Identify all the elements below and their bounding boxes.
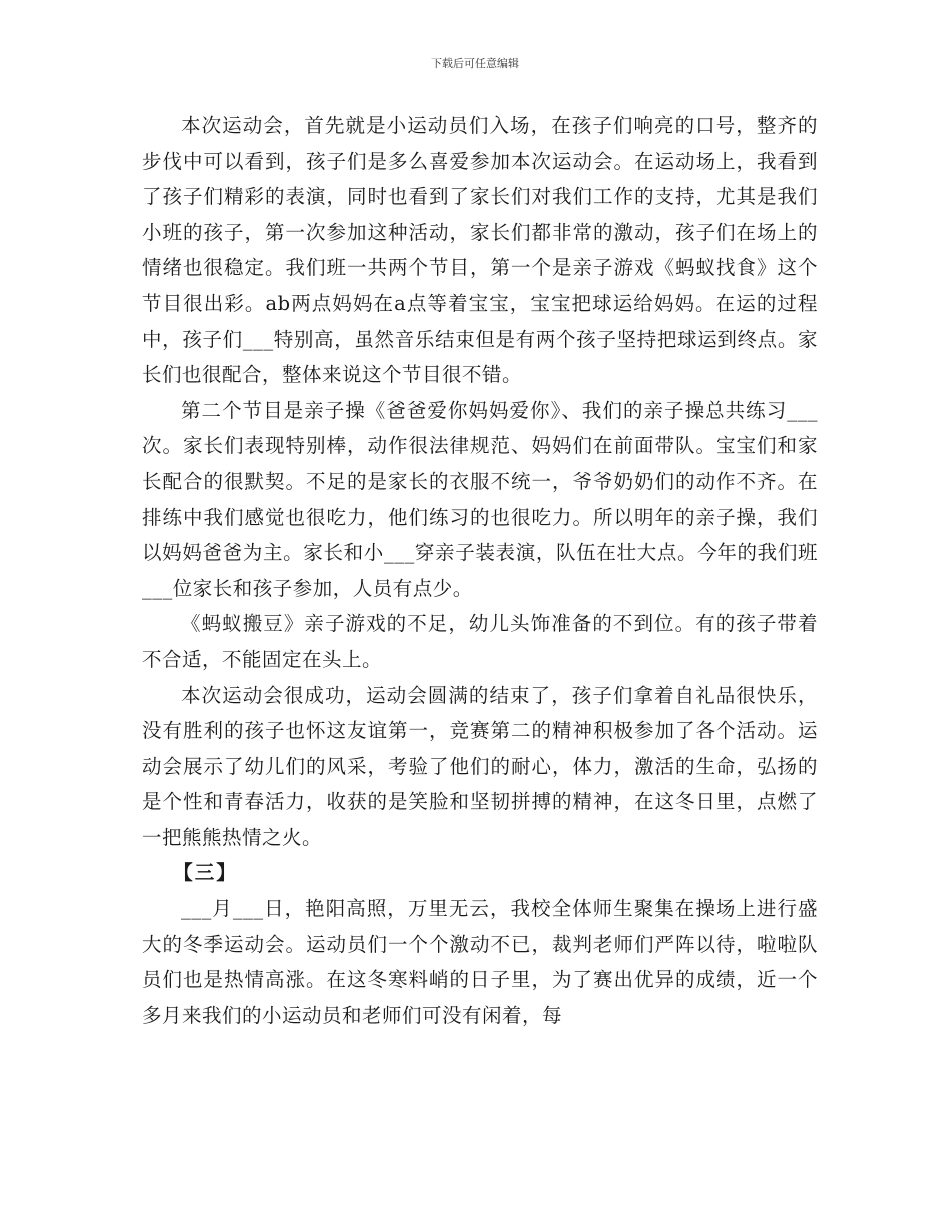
- paragraph-4: 本次运动会很成功，运动会圆满的结束了，孩子们拿着自礼品很快乐，没有胜利的孩子也怀这友谊第一，竞赛第二的精神积极参加了各个活动。运动会展示了幼儿们的风采，考验了他们的耐心，体力，激活的生命，弘扬的是个性和青春活力，收获的是笑脸和坚韧拼搏的精神，在这冬日里，点燃了一把熊熊热情之火。: [142, 683, 818, 849]
- section-heading: 【三】: [173, 861, 238, 885]
- paragraph-1: 本次运动会，首先就是小运动员们入场，在孩子们响亮的口号，整齐的步伐中可以看到，孩子们是多么喜爱参加本次运动会。在运动场上，我看到了孩子们精彩的表演，同时也看到了家长们对我们工作的支持，尤其是我们小班的孩子，第一次参加这种活动，家长们都非常的激动，孩子们在场上的情绪也很稳定。我们班一共两个节目，第一个是亲子游戏《蚂蚁找食》这个节目很出彩。ab两点妈妈在a点等着宝宝，宝宝把球运给妈妈。在运的过程中，孩子们___特别高，虽然音乐结束但是有两个孩子坚持把球运到终点。家长们也很配合，整体来说这个节目很不错。: [142, 114, 818, 387]
- paragraph-2: 第二个节目是亲子操《爸爸爱你妈妈爱你》、我们的亲子操总共练习___次。家长们表现特别棒，动作很法律规范、妈妈们在前面带队。宝宝们和家长配合的很默契。不足的是家长的衣服不统一，爷爷奶奶们的动作不齐。在排练中我们感觉也很吃力，他们练习的也很吃力。所以明年的亲子操，我们以妈妈爸爸为主。家长和小___穿亲子装表演，队伍在壮大点。今年的我们班___位家长和孩子参加，人员有点少。: [142, 398, 818, 600]
- section-paragraph: ___月___日，艳阳高照，万里无云，我校全体师生聚集在操场上进行盛大的冬季运动会。运动员们一个个激动不已，裁判老师们严阵以待，啦啦队员们也是热情高涨。在这冬寒料峭的日子里，为了赛出优异的成绩，近一个多月来我们的小运动员和老师们可没有闲着，每: [142, 897, 818, 1027]
- document-body: [142, 108, 818, 1033]
- paragraph-3: 《蚂蚁搬豆》亲子游戏的不足，幼儿头饰准备的不到位。有的孩子带着不合适，不能固定在头上。: [142, 612, 818, 671]
- page-header: 下载后可任意编辑: [431, 57, 519, 70]
